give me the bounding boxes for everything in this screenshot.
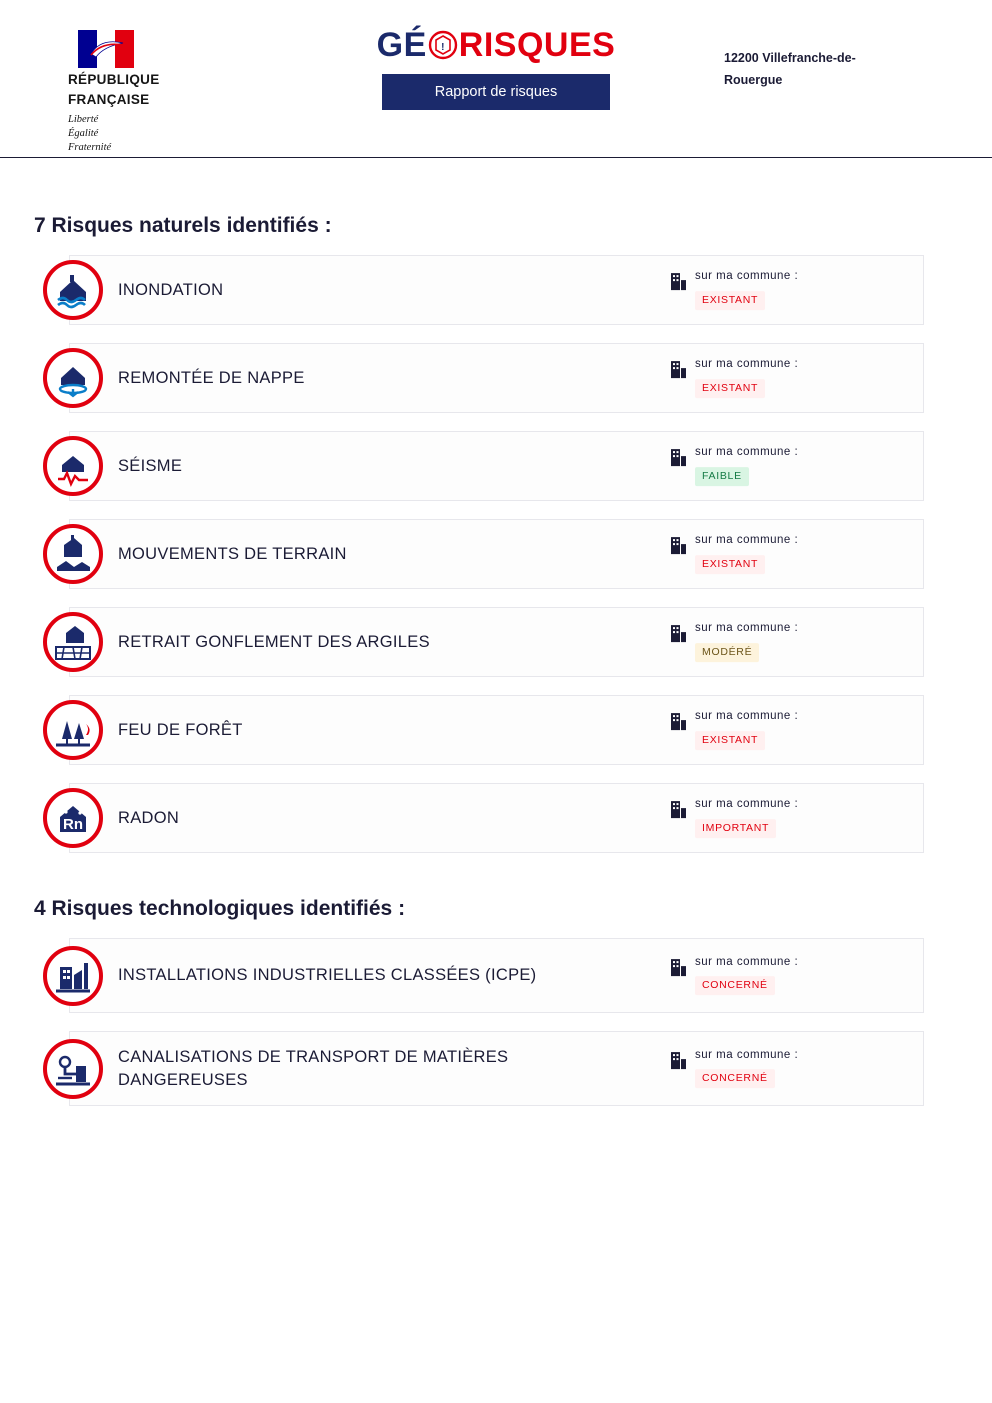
earthquake-icon bbox=[42, 435, 104, 497]
section-risques-technologiques bbox=[34, 897, 924, 1106]
risk-status bbox=[670, 270, 798, 310]
status-badge: EXISTANT bbox=[695, 555, 765, 574]
risk-label: FEU DE FORÊT bbox=[118, 720, 243, 739]
french-flag-icon bbox=[78, 30, 134, 68]
svg-text:Rn: Rn bbox=[63, 816, 83, 833]
commune-building-icon bbox=[670, 958, 687, 977]
risk-label: SÉISME bbox=[118, 456, 183, 475]
risk-label: INONDATION bbox=[118, 280, 224, 299]
republique-line-1: RÉPUBLIQUE bbox=[68, 72, 160, 87]
risk-row-feu-de-foret[interactable] bbox=[69, 695, 924, 765]
georisques-brand bbox=[336, 28, 656, 110]
motto-liberte: Liberté bbox=[68, 114, 99, 126]
svg-text:!: ! bbox=[440, 42, 445, 53]
brand-text-risques: RISQUES bbox=[458, 26, 616, 64]
pipeline-icon bbox=[42, 1038, 104, 1100]
georisques-logo-icon bbox=[428, 30, 458, 60]
risk-row-canalisations-matieres-dangereuses[interactable] bbox=[69, 1031, 924, 1106]
status-badge: FAIBLE bbox=[695, 467, 749, 486]
republique-line-2: FRANÇAISE bbox=[68, 91, 150, 107]
commune-building-icon bbox=[670, 624, 687, 643]
page-header bbox=[0, 0, 992, 158]
risk-label: RETRAIT GONFLEMENT DES ARGILES bbox=[118, 632, 430, 651]
risk-status bbox=[670, 534, 798, 574]
risk-status bbox=[670, 798, 798, 838]
commune-line-1: 12200 Villefranche-de- bbox=[724, 51, 856, 65]
commune-address bbox=[724, 48, 934, 92]
status-label: sur ma commune : bbox=[695, 446, 799, 459]
risk-label: CANALISATIONS DE TRANSPORT DE MATIÈRES DANGEREUSES bbox=[118, 1048, 509, 1089]
status-label: sur ma commune : bbox=[695, 1048, 799, 1061]
commune-building-icon bbox=[670, 712, 687, 731]
status-label: sur ma commune : bbox=[695, 358, 799, 371]
forest-fire-icon bbox=[42, 699, 104, 761]
risk-list-technologiques bbox=[34, 938, 924, 1106]
status-badge: EXISTANT bbox=[695, 731, 765, 750]
commune-building-icon bbox=[670, 448, 687, 467]
marianne-swoosh-icon bbox=[90, 38, 124, 60]
risk-status bbox=[670, 1049, 798, 1089]
risk-label: RADON bbox=[118, 808, 180, 827]
risk-status bbox=[670, 446, 798, 486]
status-label: sur ma commune : bbox=[695, 534, 799, 547]
commune-building-icon bbox=[670, 536, 687, 555]
status-label: sur ma commune : bbox=[695, 622, 799, 635]
landslide-icon bbox=[42, 523, 104, 585]
motto-egalite: Égalité bbox=[68, 128, 99, 140]
motto-fraternite: Fraternité bbox=[68, 142, 112, 154]
status-badge: IMPORTANT bbox=[695, 819, 776, 838]
radon-icon bbox=[42, 787, 104, 849]
commune-building-icon bbox=[670, 272, 687, 291]
republique-francaise-logo bbox=[68, 30, 248, 156]
risk-row-installations-industrielles-classees[interactable] bbox=[69, 938, 924, 1013]
section-risques-naturels bbox=[34, 214, 924, 853]
report-content bbox=[0, 214, 992, 1106]
commune-line-2: Rouergue bbox=[724, 72, 783, 87]
status-badge: CONCERNÉ bbox=[695, 1069, 775, 1088]
status-label: sur ma commune : bbox=[695, 270, 799, 283]
rapport-de-risques-button[interactable]: Rapport de risques bbox=[382, 74, 610, 110]
industrial-plant-icon bbox=[42, 945, 104, 1007]
flood-icon bbox=[42, 259, 104, 321]
risk-label: REMONTÉE DE NAPPE bbox=[118, 368, 305, 387]
section-title-naturels: 7 Risques naturels identifiés : bbox=[34, 214, 332, 237]
risk-list-naturels bbox=[34, 255, 924, 853]
risk-row-inondation[interactable] bbox=[69, 255, 924, 325]
groundwater-rise-icon bbox=[42, 347, 104, 409]
risk-label: MOUVEMENTS DE TERRAIN bbox=[118, 544, 347, 563]
status-label: sur ma commune : bbox=[695, 798, 799, 811]
risk-row-radon[interactable] bbox=[63, 783, 924, 853]
risk-row-mouvements-de-terrain[interactable] bbox=[69, 519, 924, 589]
risk-row-remontee-de-nappe[interactable] bbox=[69, 343, 924, 413]
status-label: sur ma commune : bbox=[695, 955, 799, 968]
clay-shrinkage-icon bbox=[42, 611, 104, 673]
risk-status bbox=[670, 710, 798, 750]
status-label: sur ma commune : bbox=[695, 710, 799, 723]
brand-text-ge: GÉ bbox=[376, 26, 427, 64]
risk-status bbox=[670, 956, 798, 996]
status-badge: MODÉRÉ bbox=[695, 643, 759, 662]
section-title-technologiques: 4 Risques technologiques identifiés : bbox=[34, 897, 406, 920]
commune-building-icon bbox=[670, 800, 687, 819]
risk-row-retrait-gonflement-des-argiles[interactable] bbox=[69, 607, 924, 677]
risk-status bbox=[670, 622, 798, 662]
risk-row-seisme[interactable] bbox=[69, 431, 924, 501]
status-badge: CONCERNÉ bbox=[695, 976, 775, 995]
risk-status bbox=[670, 358, 798, 398]
status-badge: EXISTANT bbox=[695, 291, 765, 310]
risk-label: INSTALLATIONS INDUSTRIELLES CLASSÉES (ICPE) bbox=[118, 966, 537, 985]
commune-building-icon bbox=[670, 360, 687, 379]
status-badge: EXISTANT bbox=[695, 379, 765, 398]
commune-building-icon bbox=[670, 1051, 687, 1070]
